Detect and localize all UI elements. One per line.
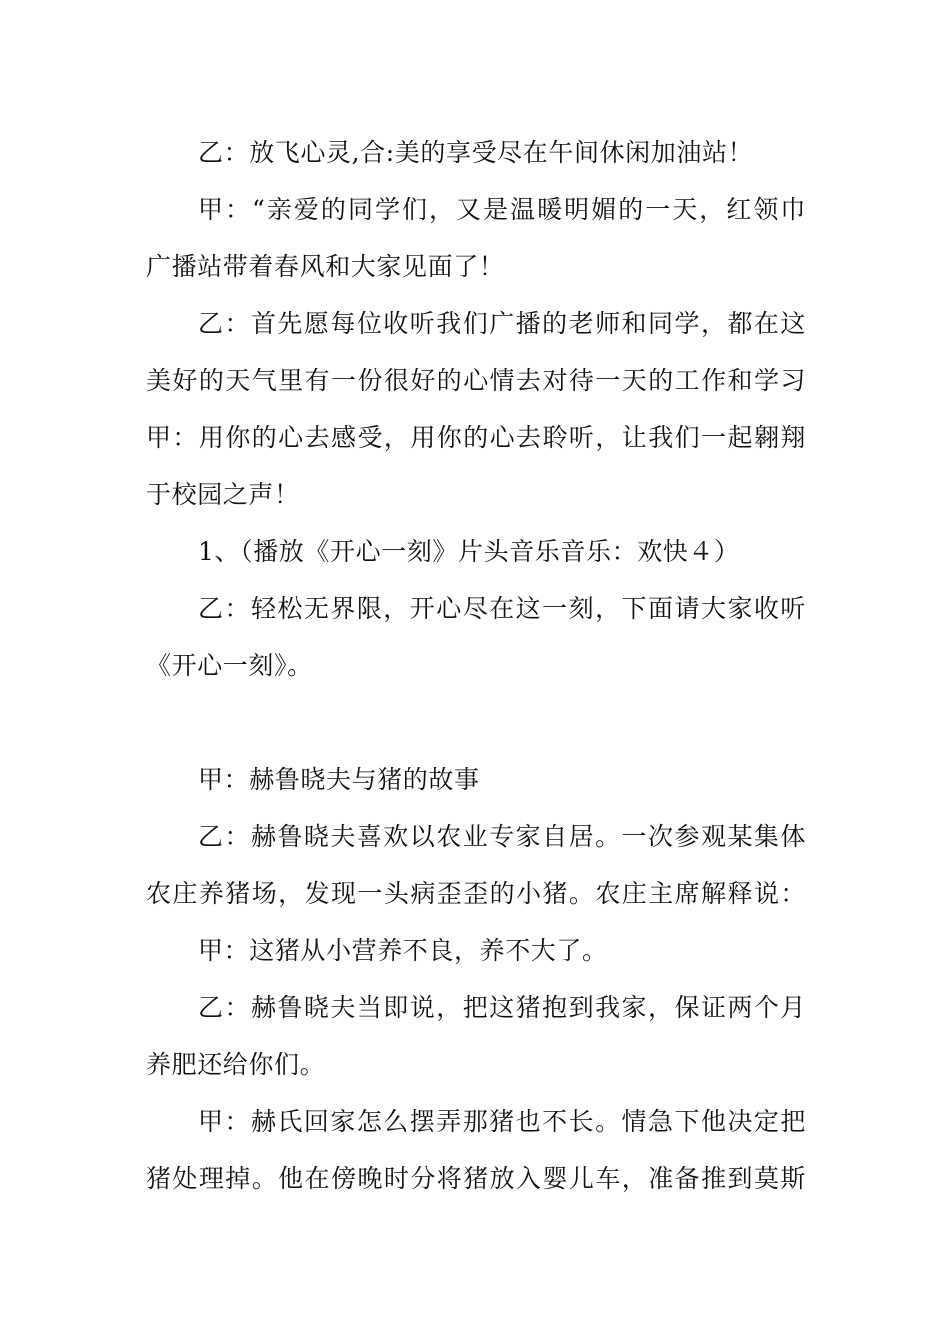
text-line: 甲：“亲爱的同学们，又是温暖明媚的一天，红领巾 bbox=[198, 195, 806, 224]
text-line: 乙：赫鲁晓夫当即说，把这猪抱到我家，保证两个月 bbox=[198, 993, 806, 1022]
text-line: 美好的天气里有一份很好的心情去对待一天的工作和学习 bbox=[146, 366, 806, 395]
text-line: 《开心一刻》。 bbox=[146, 651, 313, 680]
text-line: 乙：轻松无界限，开心尽在这一刻，下面请大家收听 bbox=[198, 594, 806, 623]
text-line: 乙：赫鲁晓夫喜欢以农业专家自居。一次参观某集体 bbox=[198, 822, 806, 851]
text-line: 乙：首先愿每位收听我们广播的老师和同学，都在这 bbox=[198, 309, 806, 338]
text-line: 甲：赫鲁晓夫与猪的故事 bbox=[198, 765, 480, 794]
text-line: 1、（播放《开心一刻》片头音乐音乐：欢快４） bbox=[198, 537, 740, 566]
text-line: 乙：放飞心灵,合:美的享受尽在午间休闲加油站！ bbox=[198, 138, 754, 167]
text-line: 农庄养猪场，发现一头病歪歪的小猪。农庄主席解释说： bbox=[146, 879, 806, 908]
text-line: 养肥还给你们。 bbox=[146, 1050, 326, 1079]
text-line: 甲：用你的心去感受，用你的心去聆听，让我们一起翱翔 bbox=[146, 423, 806, 452]
text-line: 于校园之声！ bbox=[146, 480, 300, 509]
text-line: 甲：赫氏回家怎么摆弄那猪也不长。情急下他决定把 bbox=[198, 1107, 806, 1136]
text-line: 广播站带着春风和大家见面了！ bbox=[146, 252, 505, 281]
text-line: 猪处理掉。他在傍晚时分将猪放入婴儿车，准备推到莫斯 bbox=[146, 1164, 806, 1193]
text-line: 甲：这猪从小营养不良，养不大了。 bbox=[198, 936, 608, 965]
